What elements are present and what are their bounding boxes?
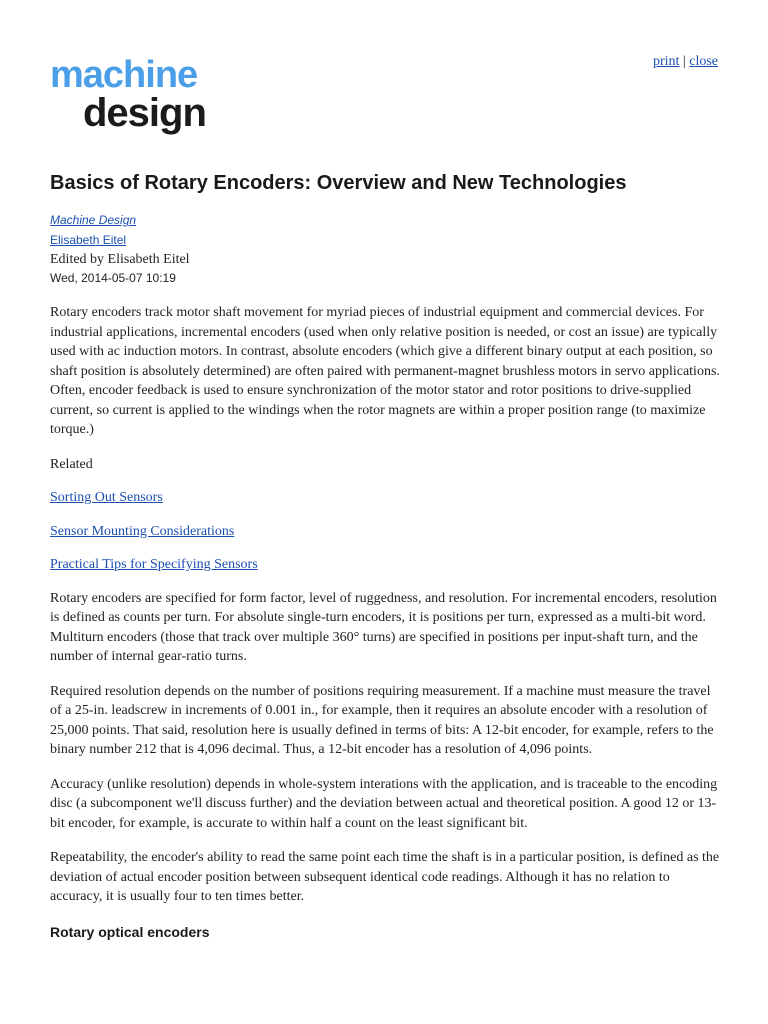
link-separator: | [682, 54, 686, 69]
article-meta [50, 210, 730, 287]
source-link[interactable]: Machine Design [50, 213, 137, 227]
related-link-sensor-mounting[interactable]: Sensor Mounting Considerations [50, 523, 235, 539]
top-links [653, 53, 718, 71]
logo-text-design: design [83, 91, 206, 135]
article-title: Basics of Rotary Encoders: Overview and New Technologies [50, 172, 627, 194]
body-paragraph: Required resolution depends on the number of positions requiring measurement. If a machine must measure the travel of a 25-in. leadscrew in increments of 0.001 in., for example, then it requires an absolute encoder with a resolution of 25,000 points. That said, resolution here is usually defined in terms of bits: A 12-bit encoder, for example, refers to the binary number 212 that is 4,096 decimal. Thus, a 12-bit encoder has a resolution of 4,096 points. [50, 683, 714, 757]
body-paragraph: Accuracy (unlike resolution) depends in whole-system interations with the application, and is traceable to the encoding disc (a subcomponent we'll discuss further) and the deviation between actual and theoretical position. A good 12 or 13-bit encoder, for example, is accurate to within half a count on the least significant bit. [50, 776, 718, 831]
body-paragraph: Repeatability, the encoder's ability to read the same point each time the shaft is in a particular position, is defined as the deviation of actual encoder position between subsequent identical code readings. Although it has no relation to accuracy, it is usually four to ten times better. [50, 850, 720, 904]
article-body [50, 303, 720, 942]
related-label: Related [50, 456, 93, 472]
body-paragraph: Rotary encoders are specified for form factor, level of ruggedness, and resolution. For incremental encoders, resolution is defined as counts per turn. For absolute single-turn encoders, it is positions per turn, expressed as a multi-bit word. Multiturn encoders (those that track over multiple 360° turns) are specified in positions per input-shaft turn, and the number of internal gear-ratio turns. [50, 590, 717, 664]
site-logo [50, 55, 220, 145]
close-link[interactable]: close [689, 54, 718, 69]
related-item [50, 555, 720, 575]
body-paragraph: Rotary encoders track motor shaft movement for myriad pieces of industrial equipment and commercial devices. For industrial applications, incremental encoders (used when only relative position is needed, or cost an issue) are typically used with ac induction motors. In contrast, absolute encoders (which give a different binary output at each position, so shaft position is absolutely determined) are often paired with permanent-magnet brushless motors in servo applications. Often, encoder feedback is used to ensure synchronization of the motor stator and rotor positions to drive-supplied current, so current is applied to the windings when the rotor magnets are within a proper position range (to maximize torque.) [50, 305, 720, 437]
publish-date: Wed, 2014-05-07 10:19 [50, 271, 176, 285]
edited-by: Edited by Elisabeth Eitel [50, 252, 190, 267]
related-link-practical-tips[interactable]: Practical Tips for Specifying Sensors [50, 557, 258, 572]
related-item [50, 488, 720, 508]
author-link[interactable]: Elisabeth Eitel [50, 233, 127, 247]
related-link-sorting-out-sensors[interactable]: Sorting Out Sensors [50, 490, 163, 505]
related-item [50, 522, 720, 542]
logo-text-machine: machine [50, 54, 198, 96]
print-link[interactable]: print [652, 54, 680, 69]
section-heading: Rotary optical encoders [50, 923, 210, 940]
